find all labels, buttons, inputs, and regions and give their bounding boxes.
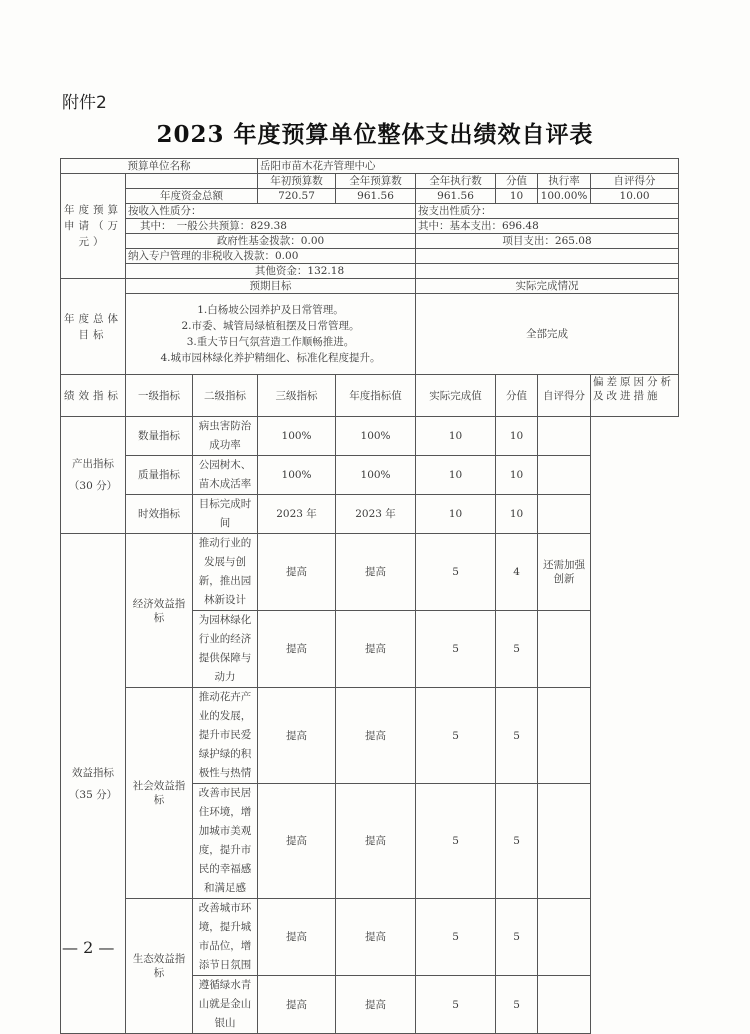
- level1-indicator: 产出指标（30 分）: [61, 417, 126, 534]
- level1-indicator: 效益指标（35 分）: [61, 534, 126, 1034]
- indicator-row: [61, 456, 679, 495]
- total-value: 100.00%: [538, 189, 591, 204]
- income-nontax: 纳入专户管理的非税收入拨款：0.00: [126, 249, 416, 264]
- cell-note: [538, 417, 591, 456]
- cell-self: 5: [496, 784, 538, 899]
- goals-actual: 全部完成: [416, 294, 679, 375]
- total-value: 961.56: [416, 189, 496, 204]
- budget-header: 全年执行数: [416, 174, 496, 189]
- goal-item: 4.城市园林绿化养护精细化、标准化程度提升。: [160, 352, 381, 364]
- goal-item: 2.市委、城管局绿植租摆及日常管理。: [181, 320, 360, 332]
- cell-self: 5: [496, 899, 538, 976]
- expense-project: 项目支出：265.08: [416, 234, 679, 249]
- cell-self: 5: [496, 976, 538, 1034]
- cell-actual: 提高: [336, 534, 416, 611]
- cell-actual: 2023 年: [336, 495, 416, 534]
- expense-title: 按支出性质分：: [416, 204, 679, 219]
- indicator-row: [61, 899, 679, 976]
- indicator-row: [61, 495, 679, 534]
- cell-actual: 100%: [336, 456, 416, 495]
- cell-self: 10: [496, 417, 538, 456]
- level2-indicator: 生态效益指标: [126, 899, 193, 1034]
- budget-header: 全年预算数: [336, 174, 416, 189]
- total-value: 10: [496, 189, 538, 204]
- cell-score: 5: [416, 611, 496, 688]
- indicator-header: 自评得分: [538, 375, 591, 417]
- evaluation-table: [60, 158, 679, 1034]
- indicator-row: [61, 534, 679, 611]
- cell-target: 提高: [258, 611, 336, 688]
- cell-l3: 改善城市环境，提升城市品位，增添节日氛围: [193, 899, 258, 976]
- income-fund: 政府性基金拨款：0.00: [126, 234, 416, 249]
- cell-l3: 为园林绿化行业的经济提供保障与动力: [193, 611, 258, 688]
- budget-header: 执行率: [538, 174, 591, 189]
- cell-actual: 提高: [336, 976, 416, 1034]
- income-title: 按收入性质分：: [126, 204, 416, 219]
- cell-l3: 遵循绿水青山就是金山银山: [193, 976, 258, 1034]
- level2-indicator: 质量指标: [126, 456, 193, 495]
- cell-target: 提高: [258, 784, 336, 899]
- cell-actual: 提高: [336, 899, 416, 976]
- cell-self: 10: [496, 456, 538, 495]
- total-label: 年度资金总额: [126, 189, 258, 204]
- cell-self: 10: [496, 495, 538, 534]
- income-general: 其中： 一般公共预算：829.38: [126, 219, 416, 234]
- cell-score: 10: [416, 417, 496, 456]
- budget-header: 自评得分: [591, 174, 679, 189]
- page-title: 2023 年度预算单位整体支出绩效自评表: [156, 121, 594, 148]
- level2-indicator: 数量指标: [126, 417, 193, 456]
- cell-note: 还需加强创新: [538, 534, 591, 611]
- expense-basic: 其中：基本支出：696.48: [416, 219, 679, 234]
- cell-actual: 提高: [336, 611, 416, 688]
- indicator-row: [61, 688, 679, 784]
- indicator-row: [61, 417, 679, 456]
- cell-target: 提高: [258, 899, 336, 976]
- level2-indicator: 时效指标: [126, 495, 193, 534]
- goal-item: 3.重大节日气氛营造工作顺畅推进。: [186, 336, 355, 348]
- budget-header: 年初预算数: [258, 174, 336, 189]
- cell-self: 4: [496, 534, 538, 611]
- total-value: 720.57: [258, 189, 336, 204]
- level2-indicator: 社会效益指标: [126, 688, 193, 899]
- unit-label: 预算单位名称: [61, 159, 258, 174]
- budget-header: 分值: [496, 174, 538, 189]
- indicator-header: 实际完成值: [416, 375, 496, 417]
- goal-item: 1.白杨坡公园养护及日常管理。: [197, 304, 344, 316]
- cell-l3: 推动花卉产业的发展，提升市民爱绿护绿的积极性与热情: [193, 688, 258, 784]
- total-value: 961.56: [336, 189, 416, 204]
- cell-target: 提高: [258, 976, 336, 1034]
- indicator-header: 年度指标值: [336, 375, 416, 417]
- income-other: 其他资金：132.18: [126, 264, 416, 279]
- cell-actual: 提高: [336, 784, 416, 899]
- cell-self: 5: [496, 688, 538, 784]
- cell-target: 100%: [258, 456, 336, 495]
- attachment-label: 附件2: [62, 93, 107, 113]
- cell-score: 10: [416, 495, 496, 534]
- cell-note: [538, 688, 591, 784]
- cell-note: [538, 899, 591, 976]
- cell-target: 2023 年: [258, 495, 336, 534]
- cell-score: 10: [416, 456, 496, 495]
- goals-label: 年度总体目标: [61, 279, 126, 375]
- indicators-label: 绩效指标: [61, 375, 126, 417]
- cell-note: [538, 456, 591, 495]
- cell-l3: 推动行业的发展与创新，推出园林新设计: [193, 534, 258, 611]
- cell-score: 5: [416, 899, 496, 976]
- cell-target: 提高: [258, 534, 336, 611]
- cell-note: [538, 976, 591, 1034]
- cell-l3: 目标完成时间: [193, 495, 258, 534]
- cell-score: 5: [416, 976, 496, 1034]
- total-value: 10.00: [591, 189, 679, 204]
- indicator-header: 三级指标: [258, 375, 336, 417]
- expected-header: 预期目标: [126, 279, 416, 294]
- cell-l3: 病虫害防治成功率: [193, 417, 258, 456]
- cell-self: 5: [496, 611, 538, 688]
- cell-note: [538, 784, 591, 899]
- cell-actual: 100%: [336, 417, 416, 456]
- indicator-header: 一级指标: [126, 375, 193, 417]
- unit-name: 岳阳市苗木花卉管理中心: [258, 159, 679, 174]
- level2-indicator: 经济效益指标: [126, 534, 193, 688]
- indicator-header: 二级指标: [193, 375, 258, 417]
- actual-header: 实际完成情况: [416, 279, 679, 294]
- cell-l3: 改善市民居住环境，增加城市美观度，提升市民的幸福感和满足感: [193, 784, 258, 899]
- indicator-header: 偏差原因分析及改进措施: [591, 375, 679, 417]
- indicator-header: 分值: [496, 375, 538, 417]
- cell-score: 5: [416, 688, 496, 784]
- cell-score: 5: [416, 534, 496, 611]
- cell-score: 5: [416, 784, 496, 899]
- page-number: — 2 —: [62, 938, 115, 957]
- cell-target: 100%: [258, 417, 336, 456]
- cell-l3: 公园树木、苗木成活率: [193, 456, 258, 495]
- cell-target: 提高: [258, 688, 336, 784]
- cell-note: [538, 611, 591, 688]
- budget-label: 年度预算申请（万元）: [61, 174, 126, 279]
- cell-actual: 提高: [336, 688, 416, 784]
- cell-note: [538, 495, 591, 534]
